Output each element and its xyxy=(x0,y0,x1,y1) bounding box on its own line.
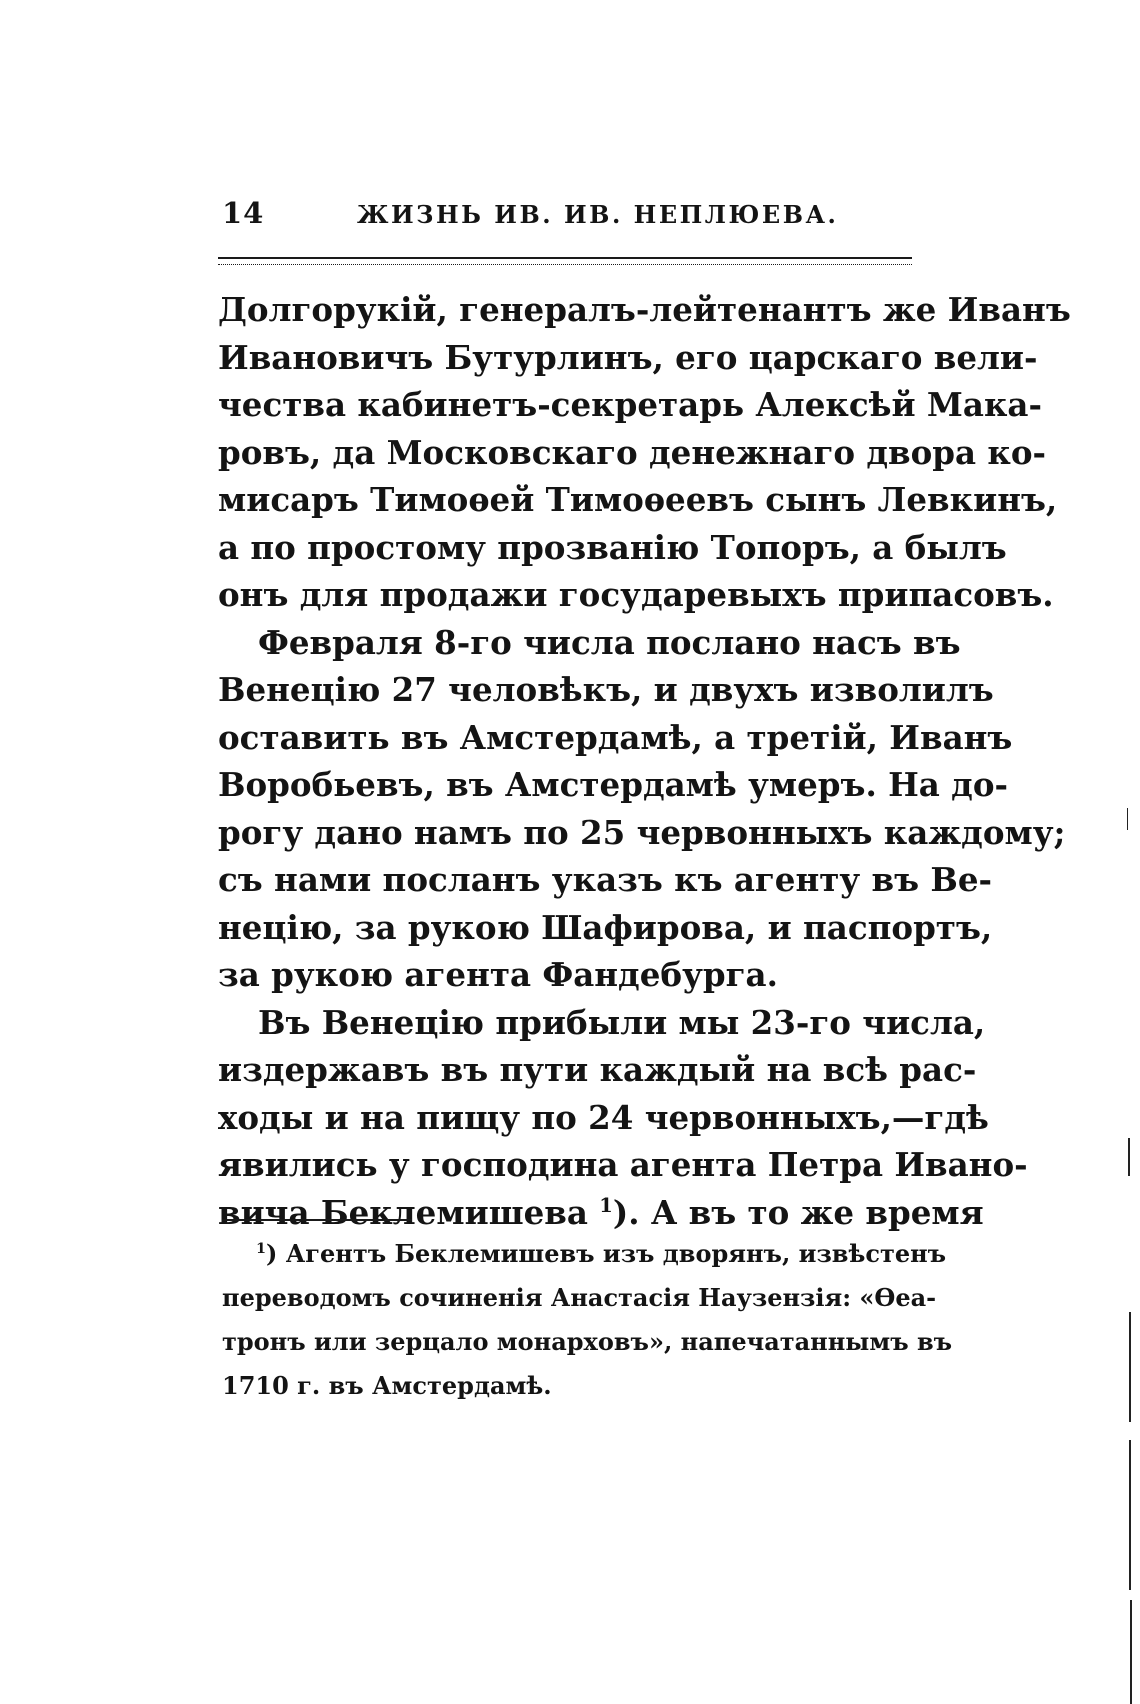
footnote-line: переводомъ сочиненія Анастасія Наузензія: «Ѳеа- xyxy=(222,1283,937,1312)
text-line: чества кабинетъ-секретарь Алексѣй Мака- xyxy=(218,385,1042,424)
scan-edge-mark xyxy=(1130,1600,1132,1704)
text-line: онъ для продажи государевыхъ припасовъ. xyxy=(218,575,1054,614)
text-segment: ). А въ то же время xyxy=(612,1192,984,1232)
text-line: рогу дано намъ по 25 червонныхъ каждому; xyxy=(218,812,1066,852)
scan-edge-mark xyxy=(1127,808,1128,830)
text-line: издержавъ въ пути каждый на всѣ рас- xyxy=(218,1050,977,1089)
text-line: Ивановичъ Бутурлинъ, его царскаго вели- xyxy=(218,337,1038,377)
text-line: съ нами посланъ указъ къ агенту въ Ве- xyxy=(218,860,992,899)
text-line: мисаръ Тимоѳей Тимоѳеевъ сынъ Левкинъ, xyxy=(218,480,1058,519)
text-line: ходы и на пищу по 24 червонныхъ,—гдѣ xyxy=(218,1097,989,1137)
text-line: а по простому прозванію Топоръ, а былъ xyxy=(218,527,1007,567)
footnote-marker: 1 xyxy=(256,1240,267,1257)
footnote-rule xyxy=(222,1219,412,1221)
text-line: за рукою агента Фандебурга. xyxy=(218,955,778,994)
text-line-with-note-ref xyxy=(218,1189,984,1237)
scan-edge-mark xyxy=(1129,1440,1131,1590)
header-rule xyxy=(218,257,912,265)
footnote-line: тронъ или зерцало монарховъ», напечатаннымъ въ xyxy=(222,1327,953,1356)
footnote-reference: 1 xyxy=(599,1193,613,1217)
page-header xyxy=(222,196,912,240)
running-title: ЖИЗНЬ ИВ. ИВ. НЕПЛЮЕВА. xyxy=(357,200,839,229)
text-line: оставить въ Амстердамѣ, а третій, Иванъ xyxy=(218,717,1013,757)
text-line: Долгорукій, генералъ-лейтенантъ же Иванъ xyxy=(218,290,1071,329)
page-number: 14 xyxy=(222,196,265,230)
text-line: Венецію 27 человѣкъ, и двухъ изволилъ xyxy=(218,670,994,709)
scan-edge-mark xyxy=(1128,1138,1130,1176)
text-line: Въ Венецію прибыли мы 23-го числа, xyxy=(258,1002,986,1042)
text-line: нецію, за рукою Шафирова, и паспортъ, xyxy=(218,907,993,947)
footnote-line xyxy=(222,1232,947,1276)
body-text xyxy=(218,286,1071,1236)
text-line: Февраля 8-го числа послано насъ въ xyxy=(258,622,961,662)
text-line: Воробьевъ, въ Амстердамѣ умеръ. На до- xyxy=(218,765,1008,804)
text-segment: вича Беклемишева xyxy=(218,1192,588,1232)
footnote-line: 1710 г. въ Амстердамѣ. xyxy=(222,1371,552,1400)
text-line: явились у господина агента Петра Ивано- xyxy=(218,1145,1028,1184)
footnote-text: ) Агентъ Беклемишевъ изъ дворянъ, извѣстенъ xyxy=(266,1239,947,1268)
text-line: ровъ, да Московскаго денежнаго двора ко- xyxy=(218,432,1047,472)
scan-edge-mark xyxy=(1129,1312,1131,1422)
footnote xyxy=(222,1232,953,1408)
